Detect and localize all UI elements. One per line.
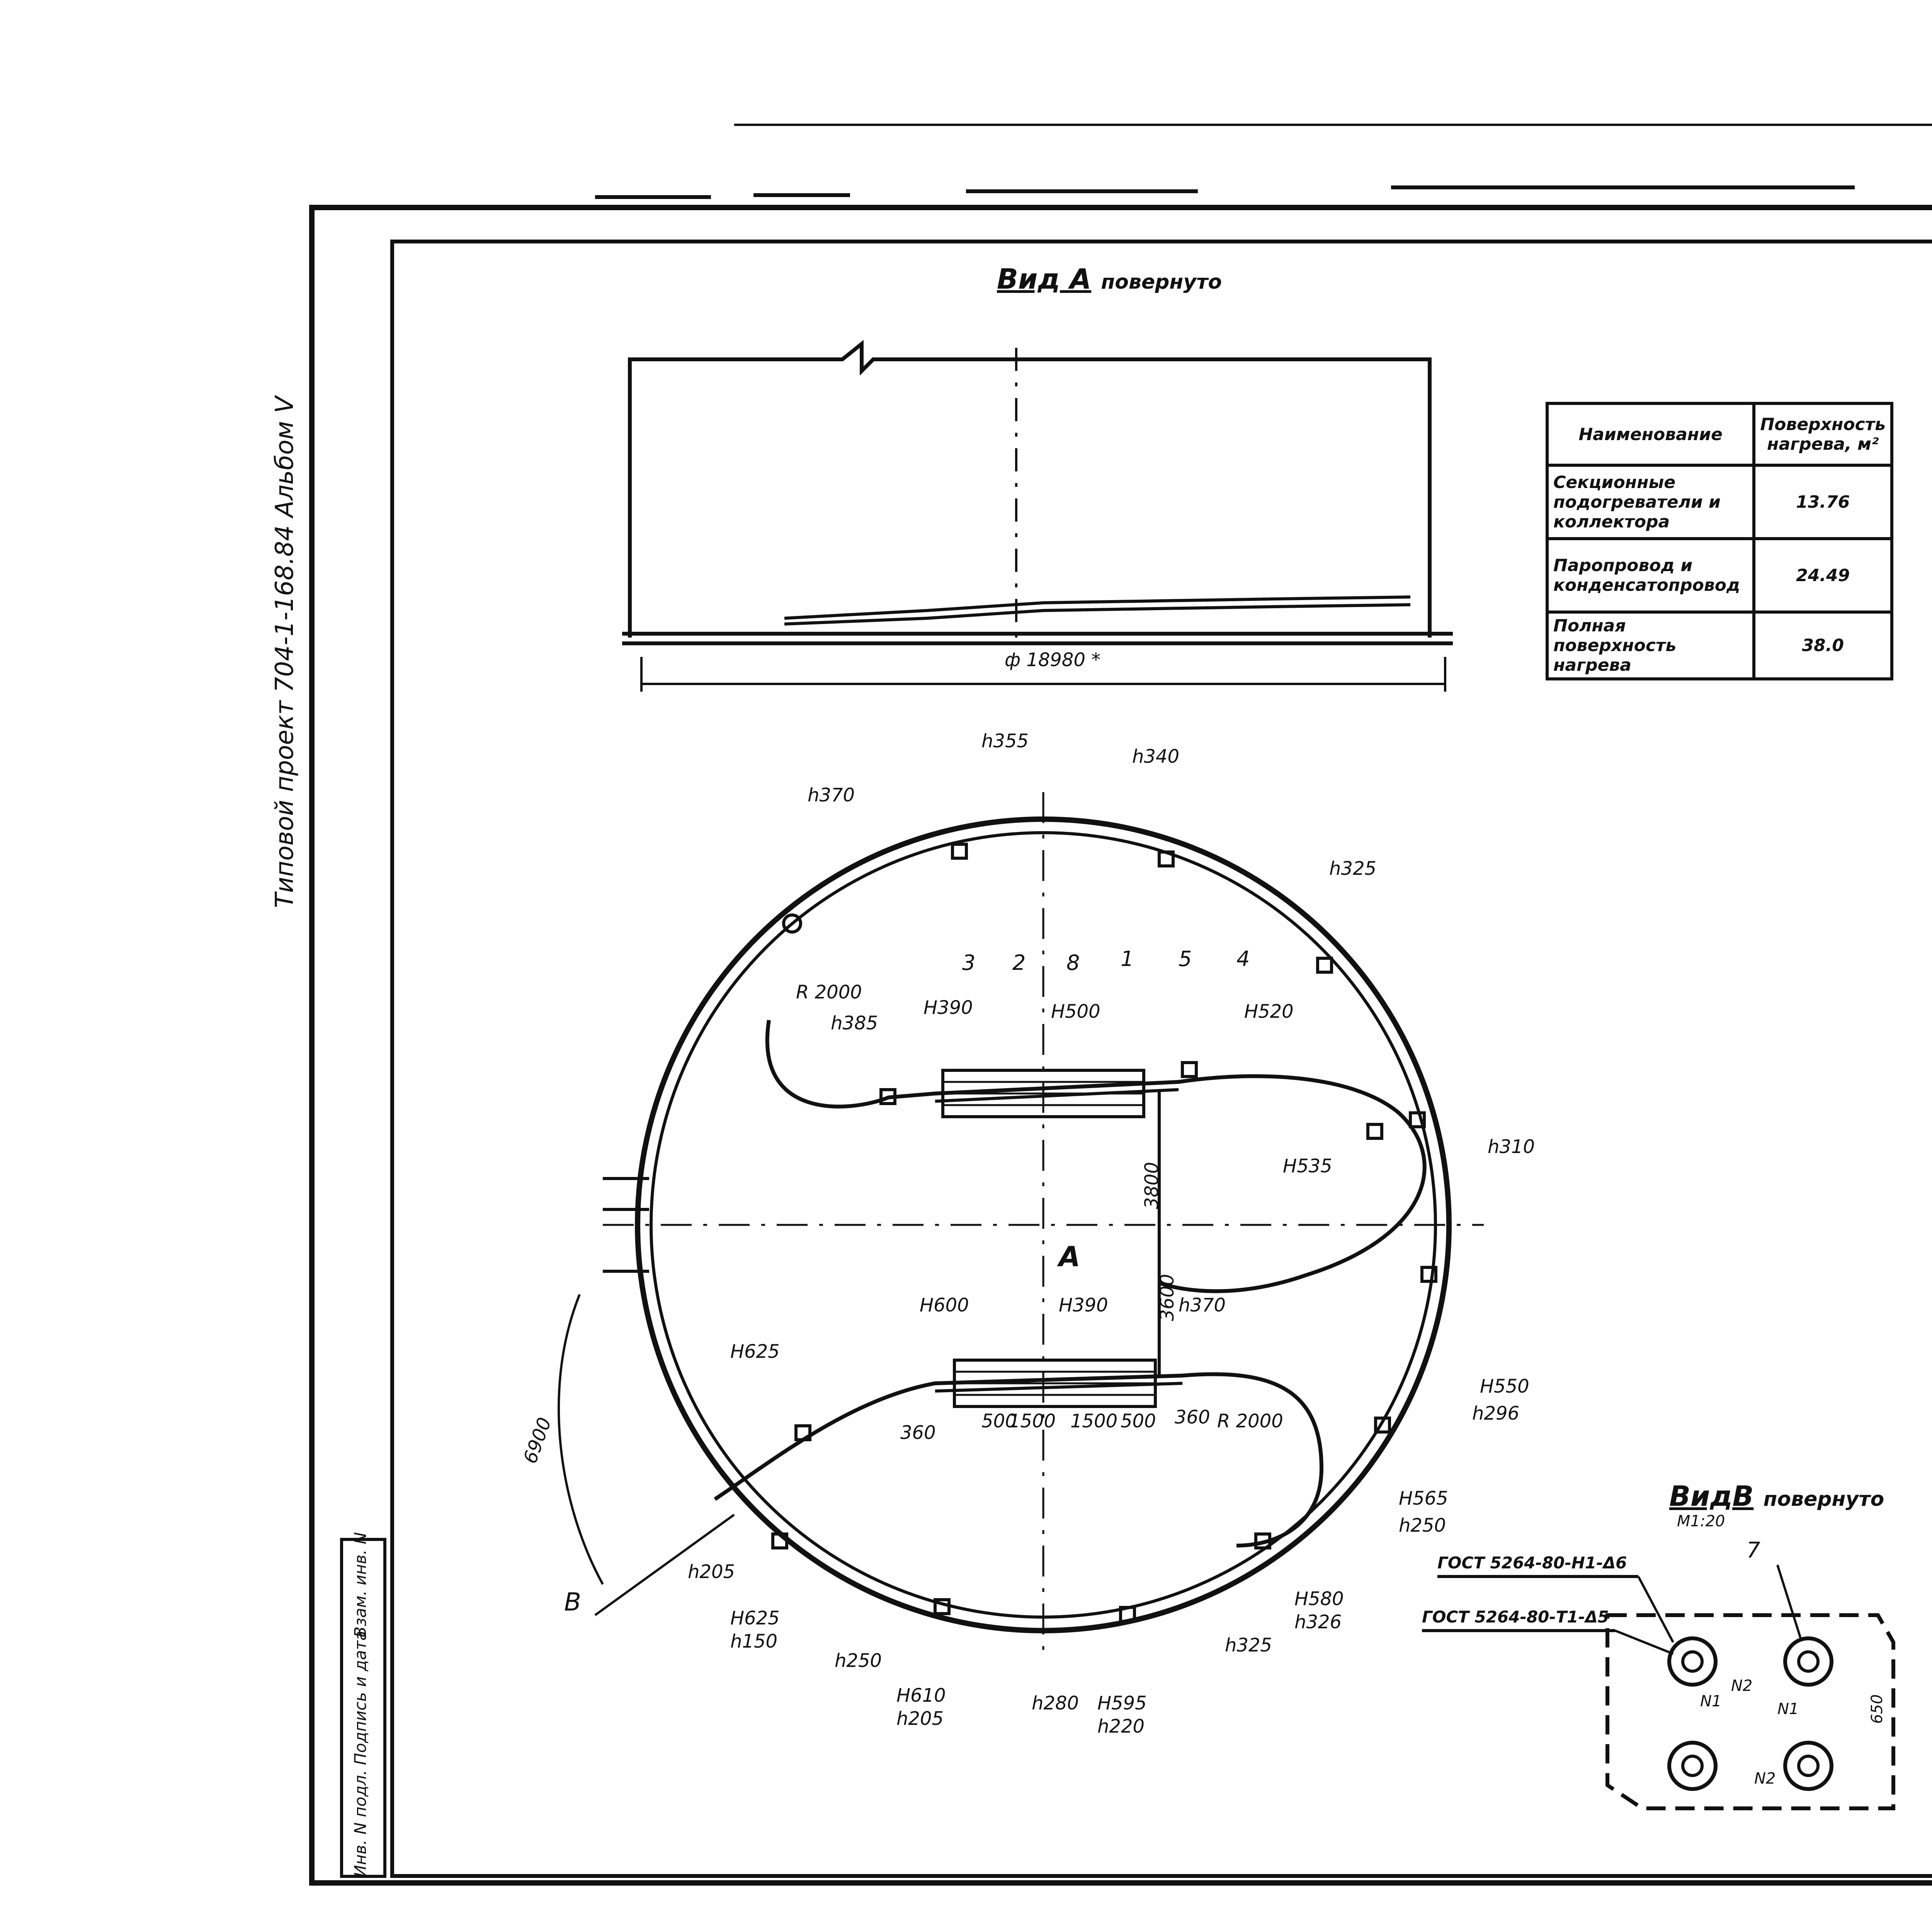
plan-label: Н520 xyxy=(1244,1001,1294,1022)
plan-label: h325 xyxy=(1225,1634,1272,1656)
plan-label: h370 xyxy=(1179,1294,1226,1316)
plan-label: h370 xyxy=(808,784,855,806)
plan-label: h355 xyxy=(981,730,1029,752)
plan-label: h205 xyxy=(896,1708,944,1730)
surface-header-value: Поверхность нагрева, м² xyxy=(1754,403,1892,465)
plan-label: h250 xyxy=(835,1650,882,1672)
plan-label: Н580 xyxy=(1294,1588,1344,1610)
position-8: 8 xyxy=(1066,951,1080,975)
plan-dimension: 500 xyxy=(981,1410,1017,1432)
plan-label: h205 xyxy=(688,1561,735,1583)
position-4: 4 xyxy=(1236,947,1250,971)
view-b-n1b: N1 xyxy=(1700,1692,1722,1710)
arrow-b-label: B xyxy=(564,1588,581,1617)
surface-row xyxy=(1547,612,1892,679)
plan-dimension: 360 xyxy=(900,1422,936,1444)
left-stamp-sign: Подпись и дата xyxy=(351,1631,370,1765)
center-a-label: A xyxy=(1059,1240,1080,1273)
view-a-graphic xyxy=(622,344,1453,692)
surface-table xyxy=(1546,402,1893,680)
plan-label: Н565 xyxy=(1399,1488,1448,1509)
plan-label: Н390 xyxy=(1059,1294,1108,1316)
view-a-dimension: ф 18980 * xyxy=(1005,649,1101,671)
plan-label: Н595 xyxy=(1097,1692,1147,1714)
weld-label-1: ГОСТ 5264-80-Н1-Δ6 xyxy=(1437,1553,1627,1572)
plan-label: h220 xyxy=(1097,1716,1145,1737)
tank-plan xyxy=(559,792,1484,1654)
plan-label: Н535 xyxy=(1283,1155,1332,1177)
surface-row xyxy=(1547,539,1892,612)
surface-row-name: Полная поверхность нагрева xyxy=(1547,612,1754,679)
weld-label-2: ГОСТ 5264-80-Т1-Δ5 xyxy=(1422,1607,1609,1626)
view-b-subtitle: повернуто xyxy=(1763,1488,1884,1511)
side-project-label: Типовой проект 704-1-168.84 Альбом V xyxy=(270,396,299,908)
plan-label: Н550 xyxy=(1480,1376,1529,1397)
plan-dimension: 1500 xyxy=(1070,1410,1118,1432)
plan-label: h296 xyxy=(1472,1403,1520,1424)
position-1: 1 xyxy=(1121,947,1134,971)
plan-label: Н600 xyxy=(920,1294,969,1316)
view-b-graphic xyxy=(1422,1565,1893,1808)
view-a-title-text: Вид А xyxy=(997,263,1092,295)
view-b-scale: М1:20 xyxy=(1677,1512,1725,1530)
surface-row-value: 13.76 xyxy=(1754,465,1892,539)
plan-dimension: 3600 xyxy=(1156,1274,1179,1321)
plan-label: h325 xyxy=(1329,858,1377,879)
plan-label: h250 xyxy=(1399,1515,1446,1536)
plan-label: R 2000 xyxy=(1217,1410,1283,1432)
plan-label: Н610 xyxy=(896,1685,946,1706)
surface-table-header xyxy=(1547,403,1892,465)
left-stamp-replace: Взам. инв. N xyxy=(351,1532,370,1638)
left-stamp-inv: Инв. N подл. xyxy=(351,1770,370,1877)
plan-dimension: 3800 xyxy=(1141,1162,1163,1209)
plan-dimension: 500 xyxy=(1121,1410,1156,1432)
position-2: 2 xyxy=(1012,951,1026,975)
plan-label: h326 xyxy=(1294,1611,1342,1633)
view-b-dimension: 650 xyxy=(1868,1694,1886,1724)
plan-label: h385 xyxy=(831,1012,878,1034)
view-b-n2b: N2 xyxy=(1754,1770,1776,1787)
surface-row xyxy=(1547,465,1892,539)
plan-dimension: 6900 xyxy=(519,1415,556,1466)
plan-dimension: 360 xyxy=(1175,1406,1210,1428)
view-b-title xyxy=(1669,1480,1884,1530)
view-b-position-7: 7 xyxy=(1747,1538,1760,1563)
plan-label: Н500 xyxy=(1051,1001,1100,1022)
view-b-title-text: ВидВ xyxy=(1669,1480,1754,1512)
view-b-n1a: N1 xyxy=(1777,1700,1799,1718)
surface-row-name: Секционные подогреватели и коллектора xyxy=(1547,465,1754,539)
surface-row-name: Паропровод и конденсатопровод xyxy=(1547,539,1754,612)
plan-label: h280 xyxy=(1032,1692,1079,1714)
plan-dimension: 1500 xyxy=(1009,1410,1056,1432)
surface-header-name: Наименование xyxy=(1547,403,1754,465)
plan-label: R 2000 xyxy=(796,981,862,1003)
surface-row-value: 24.49 xyxy=(1754,539,1892,612)
plan-label: Н625 xyxy=(730,1341,780,1362)
plan-label: Н390 xyxy=(923,997,973,1019)
view-a-subtitle: повернуто xyxy=(1101,270,1222,294)
plan-label: h340 xyxy=(1132,746,1180,767)
surface-row-value: 38.0 xyxy=(1754,612,1892,679)
plan-label: Н625 xyxy=(730,1607,780,1629)
position-3: 3 xyxy=(962,951,976,975)
position-5: 5 xyxy=(1179,947,1192,971)
plan-label: h310 xyxy=(1488,1136,1535,1158)
plan-label: h150 xyxy=(730,1631,778,1652)
view-b-n2a: N2 xyxy=(1731,1677,1753,1695)
